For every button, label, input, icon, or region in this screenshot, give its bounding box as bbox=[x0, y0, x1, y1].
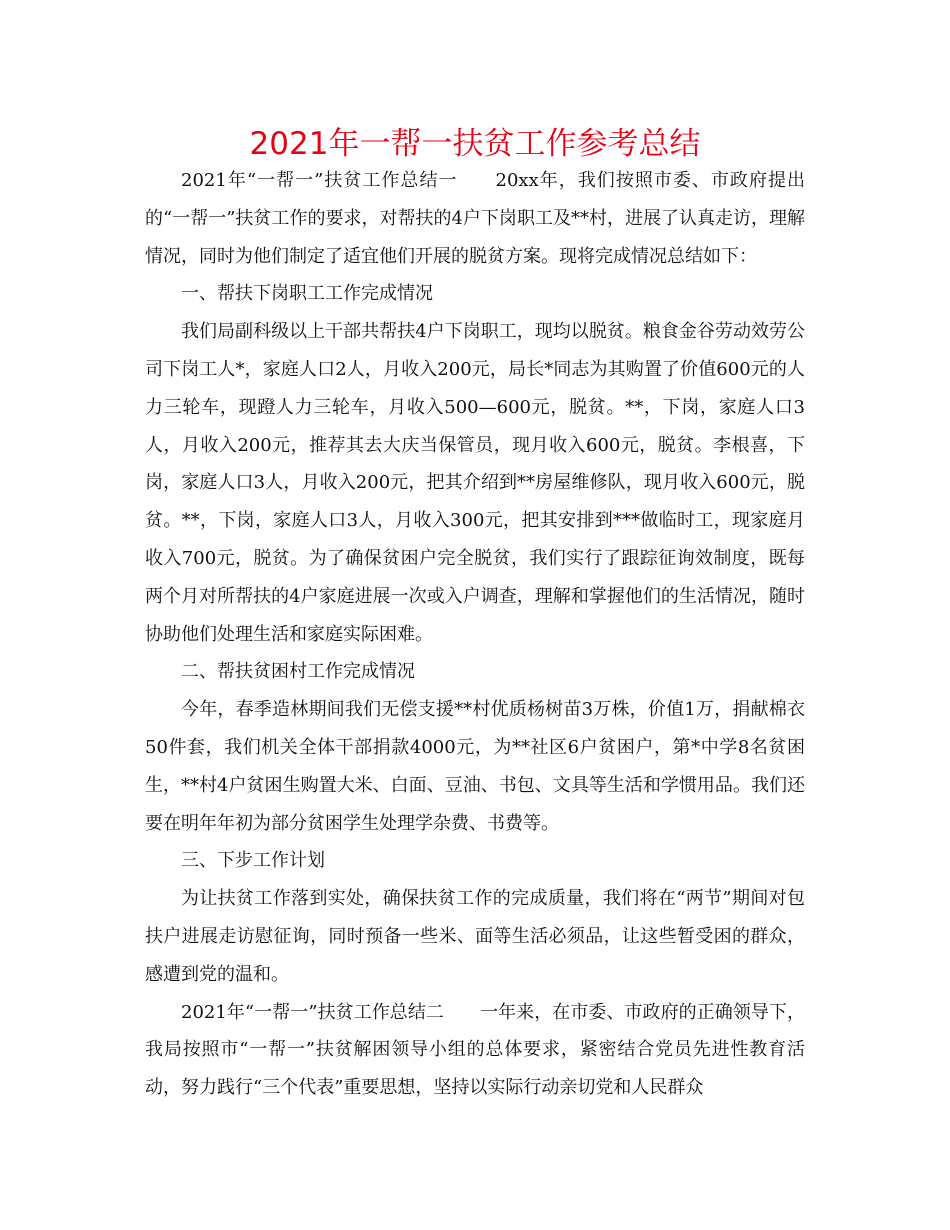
document-body bbox=[145, 162, 805, 1107]
document-title: 2021年一帮一扶贫工作参考总结 bbox=[249, 126, 701, 162]
section-heading-laid-off-workers: 一、帮扶下岗职工工作完成情况 bbox=[181, 283, 433, 305]
paragraph-next-plan: 为让扶贫工作落到实处，确保扶贫工作的完成质量，我们将在“两节”期间对包扶户进展走访慰征询，同时预备一些米、面等生活必须品，让这些暂受困的群众，感遭到党的温和。 bbox=[145, 888, 805, 985]
paragraph-laid-off-workers: 我们局副科级以上干部共帮扶4户下岗职工，现均以脱贫。粮食金谷劳动效劳公司下岗工人*，家庭人口2人，月收入200元，局长*同志为其购置了价值600元的人力三轮车，现蹬人力三轮车，月收入500—600元，脱贫。**，下岗，家庭人口3人，月收入200元，推荐其去大庆当保管员，现月收入600元，脱贫。李根喜，下岗，家庭人口3人，月收入200元，把其介绍到**房屋维修队，现月收入600元，脱贫。**，下岗，家庭人口3人，月收入300元，把其安排到***做临时工，现家庭月收入700元，脱贫。为了确保贫困户完全脱贫，我们实行了跟踪征询效制度，既每两个月对所帮扶的4户家庭进展一次或入户调查，理解和掌握他们的生活情况，随时协助他们处理生活和家庭实际困难。 bbox=[145, 321, 805, 645]
paragraph-summary-one-intro: 2021年“一帮一”扶贫工作总结一 20xx年，我们按照市委、市政府提出的“一帮一”扶贫工作的要求，对帮扶的4户下岗职工及**村，进展了认真走访，理解情况，同时为他们制定了适宜他们开展的脱贫方案。现将完成情况总结如下： bbox=[145, 170, 805, 267]
paragraph-poor-village: 今年，春季造林期间我们无偿支援**村优质杨树苗3万株，价值1万，捐献棉衣50件套，我们机关全体干部捐款4000元，为**社区6户贫困户，第*中学8名贫困生，**村4户贫困生购置大米、白面、豆油、书包、文具等生活和学惯用品。我们还要在明年年初为部分贫困学生处理学杂费、书费等。 bbox=[145, 699, 805, 834]
section-heading-poor-village: 二、帮扶贫困村工作完成情况 bbox=[181, 661, 415, 683]
section-heading-next-plan: 三、下步工作计划 bbox=[181, 850, 325, 872]
paragraph-summary-two-intro: 2021年“一帮一”扶贫工作总结二 一年来，在市委、市政府的正确领导下，我局按照市“一帮一”扶贫解困领导小组的总体要求，紧密结合党员先进性教育活动，努力践行“三个代表”重要思想，坚持以实际行动亲切党和人民群众 bbox=[145, 1001, 805, 1099]
